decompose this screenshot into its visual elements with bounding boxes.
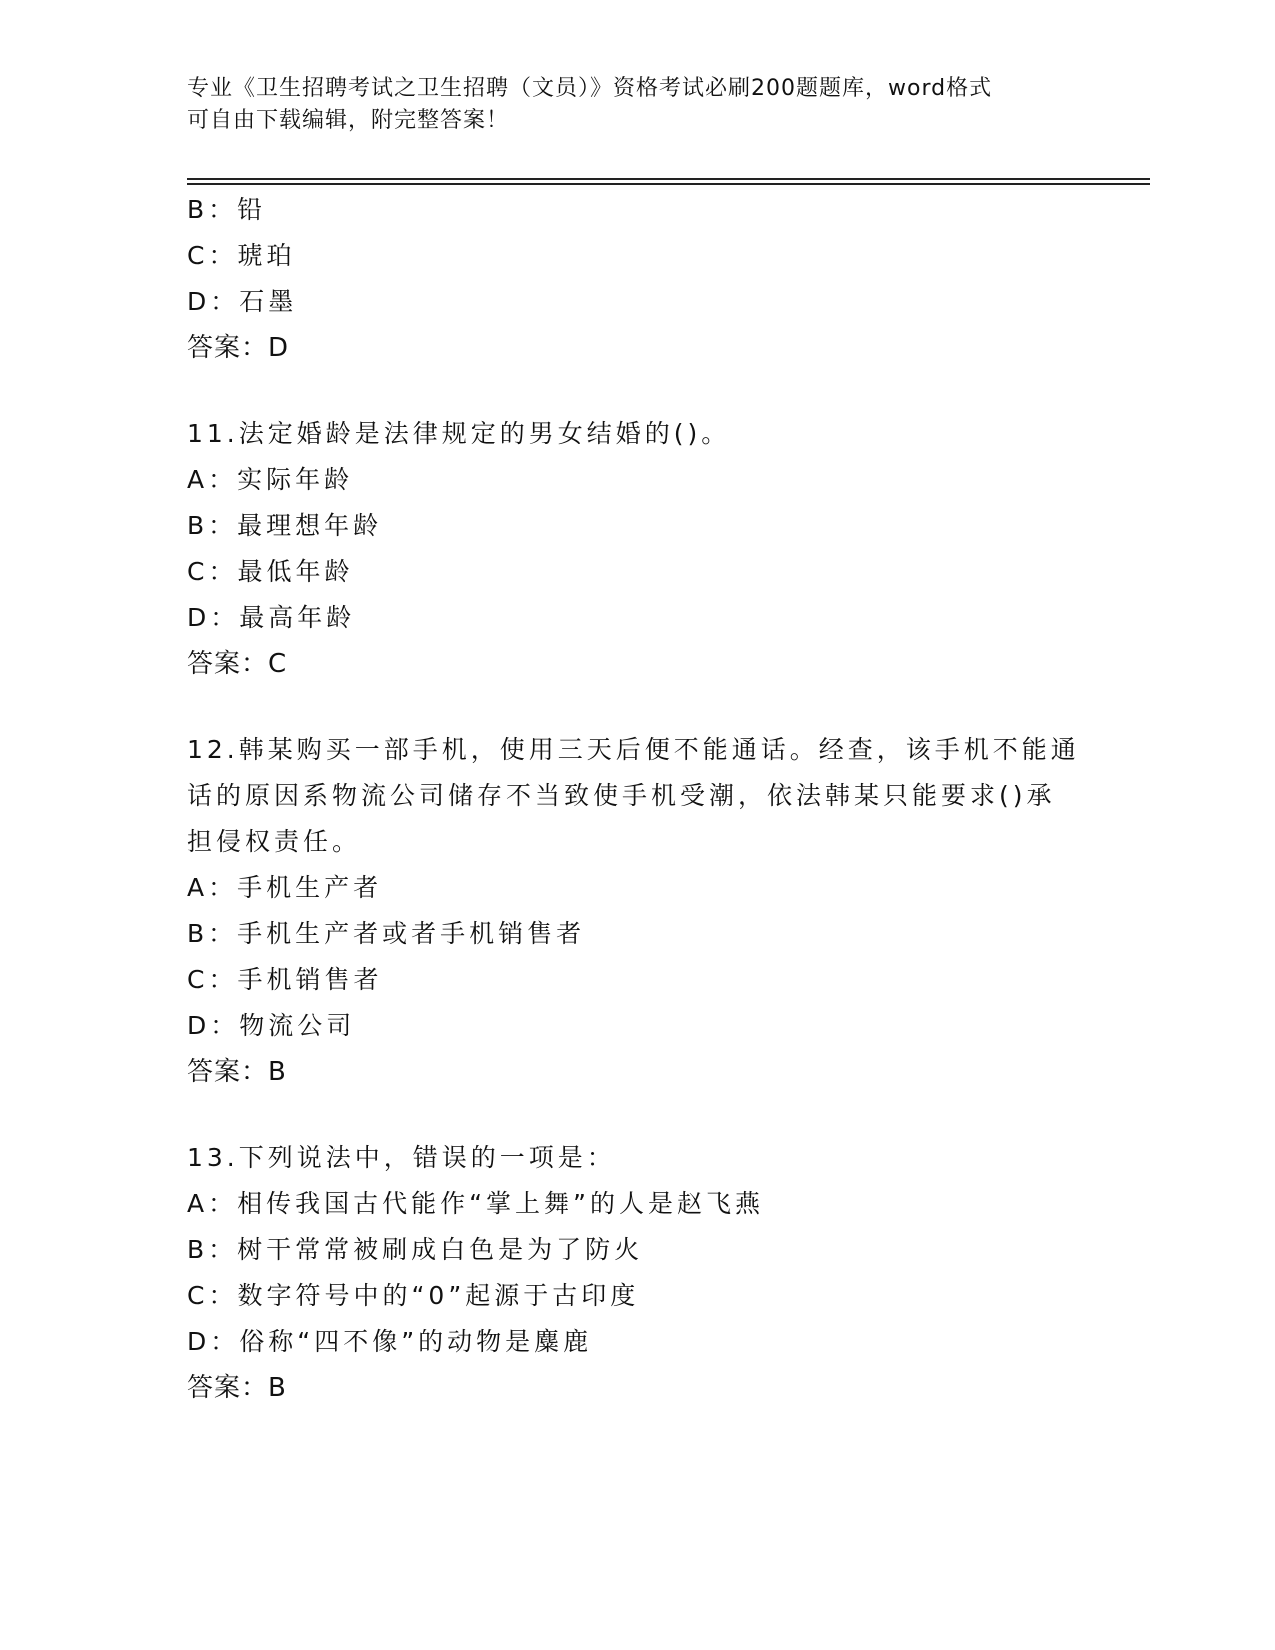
- answer: 答案：B: [187, 1057, 287, 1087]
- option-c: C：琥珀: [187, 241, 296, 270]
- option-d: D：石墨: [187, 287, 298, 316]
- question-stem: 13.下列说法中，错误的一项是：: [187, 1143, 616, 1172]
- question-content: [187, 187, 1087, 1411]
- question-11-block: [187, 411, 1087, 687]
- option-b: B：最理想年龄: [187, 511, 383, 540]
- option-b: B：手机生产者或者手机销售者: [187, 919, 586, 948]
- option-d: D：俗称“四不像”的动物是麋鹿: [187, 1327, 593, 1356]
- spacer: [187, 371, 1087, 411]
- answer: 答案：D: [187, 333, 290, 363]
- option-d: D：物流公司: [187, 1011, 356, 1040]
- answer: 答案：B: [187, 1373, 287, 1403]
- question-13-block: [187, 1135, 1087, 1411]
- spacer: [187, 1095, 1087, 1135]
- option-c: C：数字符号中的“0”起源于古印度: [187, 1281, 640, 1310]
- spacer: [187, 687, 1087, 727]
- question-12-block: [187, 727, 1087, 1095]
- option-c: C：手机销售者: [187, 965, 383, 994]
- header-divider-top: [187, 178, 1150, 180]
- option-c: C：最低年龄: [187, 557, 354, 586]
- option-a: A：手机生产者: [187, 873, 383, 902]
- question-stem: 11.法定婚龄是法律规定的男女结婚的()。: [187, 419, 731, 448]
- question-stem-line-1: 12.韩某购买一部手机，使用三天后便不能通话。经查，该手机不能通: [187, 735, 1080, 764]
- option-a: A：相传我国古代能作“掌上舞”的人是赵飞燕: [187, 1189, 765, 1218]
- option-b: B：树干常常被刷成白色是为了防火: [187, 1235, 644, 1264]
- previous-question-block: [187, 187, 1087, 371]
- option-d: D：最高年龄: [187, 603, 356, 632]
- header-divider-bottom: [187, 183, 1150, 185]
- header-line-2: 可自由下载编辑，附完整答案！: [187, 108, 510, 133]
- answer: 答案：C: [187, 649, 288, 679]
- document-header: [187, 73, 1087, 137]
- option-a: A：实际年龄: [187, 465, 354, 494]
- header-line-1: 专业《卫生招聘考试之卫生招聘（文员）》资格考试必刷200题题库，word格式: [187, 76, 993, 101]
- option-b: B：铅: [187, 195, 267, 224]
- question-stem-line-3: 担侵权责任。: [187, 827, 362, 856]
- question-stem-line-2: 话的原因系物流公司储存不当致使手机受潮，依法韩某只能要求()承: [187, 781, 1056, 810]
